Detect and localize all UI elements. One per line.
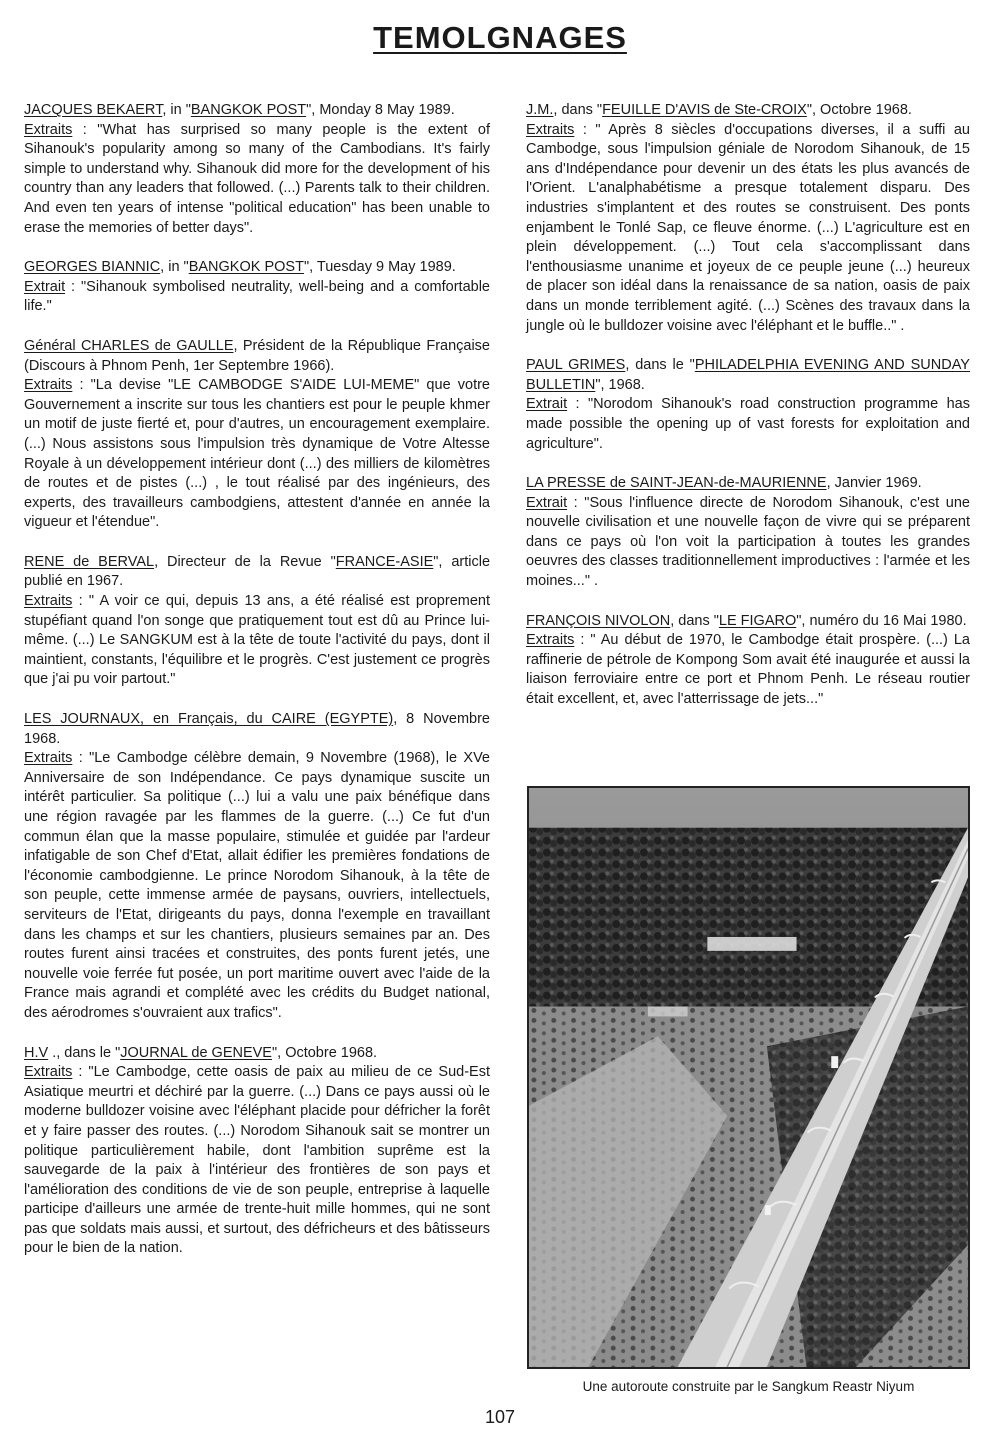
extract-label: Extrait xyxy=(24,278,66,295)
author-name: JACQUES BEKAERT xyxy=(24,102,163,118)
extract-label: Extraits xyxy=(526,121,575,138)
citation-lead: ., dans le " xyxy=(48,1044,121,1061)
publication-name: LE FIGARO xyxy=(718,612,797,629)
author-name: LES JOURNAUX, en Français, du CAIRE (EGYPTE) xyxy=(24,711,394,728)
author-name: FRANÇOIS NIVOLON xyxy=(526,612,671,629)
highway-photo-illustration xyxy=(529,788,968,1367)
citation-lead: , Président de la République Française (Discours à Phnom Penh, 1er Septembre 1966). xyxy=(24,337,491,374)
citation-tail: ", 1968. xyxy=(595,376,645,393)
testimony-entry xyxy=(526,101,970,336)
citation-tail: ", Tuesday 9 May 1989. xyxy=(303,259,456,276)
author-name: LA PRESSE de SAINT-JEAN-de-MAURIENNE xyxy=(526,475,827,492)
citation-lead: , Directeur de la Revue " xyxy=(154,553,336,570)
testimony-entry xyxy=(526,474,970,592)
extract-text: : "Le Cambodge, cette oasis de paix au milieu de ce Sud-Est Asiatique meurtri et déchiré par la guerre. (...) Dans ce pays aussi où le moderne bulldozer voisine avec l'éléphant placide pour défricher la forêt et y faire passer des routes. (...) Norodom Sihanouk sait se montrer un politique particulièrement habile, dont l'ambition suprême est la sauvegarde de la paix à l'intérieur des frontières de son pays et l'amélioration des conditions de vie de son peuple, entreprise à laquelle participe d'ailleurs une armée de trente-huit mille hommes, qui ne sont pas que soldats mais aussi, et surtout, des défricheurs et des bâtisseurs pour le bien de la nation. xyxy=(24,1064,490,1257)
citation-tail: ", Octobre 1968. xyxy=(806,102,912,118)
testimony-entry xyxy=(24,101,490,238)
citation-tail: ", article publié en 1967. xyxy=(24,553,491,590)
citation-tail: ", Octobre 1968. xyxy=(271,1044,378,1061)
left-column xyxy=(24,101,490,1279)
citation-lead: , dans " xyxy=(670,612,719,629)
author-name: GEORGES BIANNIC xyxy=(24,259,161,276)
author-name: H.V xyxy=(24,1044,49,1061)
testimony-entry xyxy=(526,356,970,454)
author-name: Général CHARLES de GAULLE xyxy=(24,337,234,354)
extract-text: : "What has surprised so many people is the extent of Sihanouk's popularity among so many of the Cambodians. It's fairly simple to understand why. Sihanouk did more for the development of his country than any leaders that followed. (...) Parents talk to their children. And even ten years of intense "political education" has been unable to erase the memories of better days". xyxy=(24,121,490,236)
citation-lead: , in " xyxy=(160,259,189,276)
publication-name: BANGKOK POST xyxy=(190,102,307,118)
author-name: PAUL GRIMES xyxy=(526,357,626,374)
citation-lead: , dans le " xyxy=(625,357,695,374)
right-column xyxy=(526,101,970,730)
publication-name: FRANCE-ASIE xyxy=(335,553,434,570)
extract-text: : "Le Cambodge célèbre demain, 9 Novembre (1968), le XVe Anniversaire de son Indépendance. Ce pays dynamique suscite un intérêt particulier. Sa politique (...) lui a valu une paix bénéfique dans une région ravagée par les flammes de la guerre. (...) Ce fut d'un commun élan que la masse populaire, stimulée et guidée par l'ardeur infatigable de son Chef d'Etat, allait édifier les premières fondations de l'économie cambodgienne. Le prince Norodom Sihanouk, à la tête de son peuple, cette immense armée de paysans, ouvriers, intellectuels, serviteurs de l'Etat, dirigeants du pays, donna l'exemple en travaillant dans les champs et sur les chantiers, plusieurs semaines par an. Des routes furent ainsi tracées et construites, des ponts furent jetés, une nouvelle voie ferrée fut posée, un port maritime ouvert avec l'aide de la France mais agrandi et complété avec les crédits du Budget national, des aérodromes s'ouvraient aux trafics". xyxy=(24,750,490,1021)
citation-lead: , in " xyxy=(162,102,191,118)
extract-label: Extrait xyxy=(526,494,568,511)
extract-label: Extrait xyxy=(526,396,568,413)
extract-text: : "Sihanouk symbolised neutrality, well-being and a comfortable life." xyxy=(24,278,490,315)
publication-name: JOURNAL de GENEVE xyxy=(120,1044,272,1061)
testimony-entry xyxy=(24,258,490,317)
author-name: J.M. xyxy=(526,102,554,118)
extract-label: Extraits xyxy=(24,1064,73,1081)
testimony-entry xyxy=(24,1044,490,1260)
extract-text: : "Sous l'influence directe de Norodom Sihanouk, c'est une nouvelle civilisation et une nouvelle façon de vivre qui se préparent dans ce pays où l'on voit la participation à toutes les grandes oeuvres des classes traditionnellement improductives : l'armée et les moines..." . xyxy=(526,494,970,590)
citation-lead: , Janvier 1969. xyxy=(826,475,922,492)
testimony-entry xyxy=(24,337,490,533)
extract-label: Extraits xyxy=(24,593,73,610)
extract-text: : "Norodom Sihanouk's road construction programme has made possible the opening up of vast forests for exploitation and agriculture". xyxy=(526,396,970,452)
publication-name: BANGKOK POST xyxy=(188,259,304,276)
citation-lead: , 8 Novembre 1968. xyxy=(24,711,490,747)
publication-name: PHILADELPHIA EVENING AND SUNDAY BULLETIN xyxy=(526,357,970,393)
citation-tail: ", numéro du 16 Mai 1980. xyxy=(796,612,967,629)
testimony-entry xyxy=(526,612,970,710)
extract-label: Extraits xyxy=(24,377,73,394)
testimony-entry xyxy=(24,553,490,690)
photo-caption: Une autoroute construite par le Sangkum Reastr Niyum xyxy=(582,1379,915,1394)
testimony-entry xyxy=(24,710,490,1024)
author-name: RENE de BERVAL xyxy=(24,553,155,570)
extract-label: Extraits xyxy=(24,121,73,138)
page-title: TEMOLGNAGES xyxy=(373,20,627,55)
extract-label: Extraits xyxy=(526,632,575,649)
extract-text: : "La devise "LE CAMBODGE S'AIDE LUI-MEME" que votre Gouvernement a inscrite sur tous les chantiers est pour le peuple khmer un motif de juste fierté et, pour d'autres, un encouragement exemplaire. (...) Nous assistons sous l'impulsion très dynamique de Votre Altesse Royale à un développement intérieur dont (...) des milliers de kilomètres de routes et de pistes (...) , le tout réalisé par des ingénieurs, des experts, des travailleurs cambodgiens, attestent d'année en année la vigueur et l'étendue". xyxy=(24,377,490,531)
extract-text: : " Après 8 siècles d'occupations diverses, il a suffi au Cambodge, sous l'impulsion géniale de Norodom Sihanouk, de 15 ans d'Indépendance pour devenir un des états les plus avancés de l'Orient. L'analphabétisme a presque totalement disparu. Des industries s'implantent et des routes se construisent. Des ponts enjambent le Tonlé Sap, ce fleuve énorme. (...) L'agriculture est en plein développement. (...) Tout cela s'accomplissant dans l'enthousiasme unanime et joyeux de ce peuple jeune (...) heureux de placer son idéal dans la renaissance de sa nation, oasis de paix dans un monde terriblement agité. (...) Scènes des travaux dans la jungle où le bulldozer voisine avec l'éléphant et le buffle.." . xyxy=(526,121,970,334)
extract-text: : " Au début de 1970, le Cambodge était prospère. (...) La raffinerie de pétrole de Kompong Som avait été inaugurée et aussi la liaison ferroviaire entre ce port et Phnom Penh. Le réseau routier était excellent, et, avec l'atterrissage de jets..." xyxy=(526,632,970,708)
extract-text: : " A voir ce qui, depuis 13 ans, a été réalisé est proprement stupéfiant quand l'on songe que pratiquement tout est dû au Prince lui-même. (...) Le SANGKUM est à la tête de toute l'activité du pays, dont il maintient, constants, l'équilibre et le progrès. C'est justement ce progrès que j'ai pu voir partout." xyxy=(24,593,490,688)
citation-lead: , dans " xyxy=(553,102,603,118)
publication-name: FEUILLE D'AVIS de Ste-CROIX xyxy=(602,102,807,118)
highway-photo xyxy=(527,786,970,1369)
extract-label: Extraits xyxy=(24,750,73,767)
citation-tail: ", Monday 8 May 1989. xyxy=(306,102,455,118)
page-number: 107 xyxy=(484,1407,516,1427)
